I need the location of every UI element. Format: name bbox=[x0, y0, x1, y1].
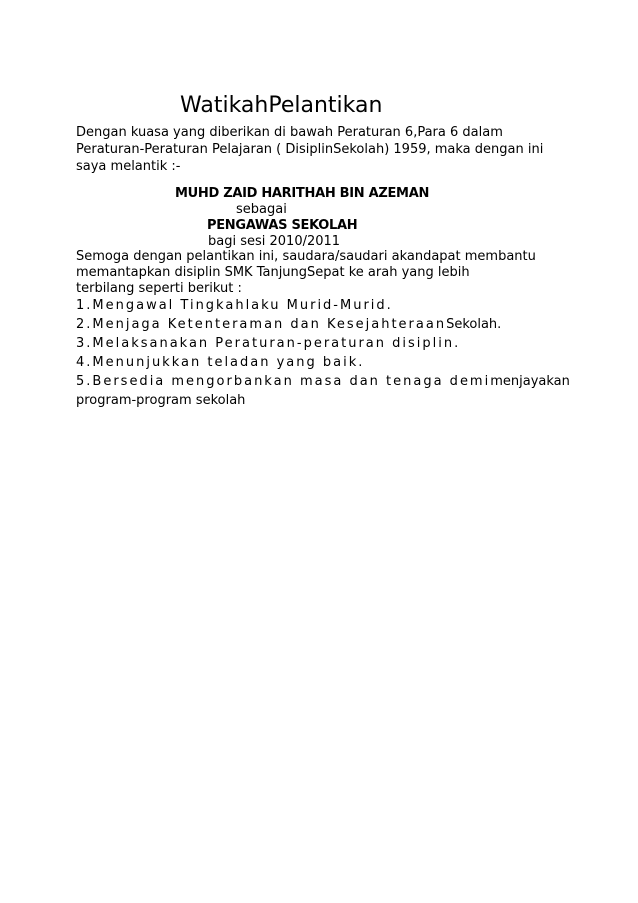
as-label: sebagai bbox=[236, 202, 287, 217]
duty-text: 2.Menjaga Ketenteraman dan Kesejahteraan bbox=[76, 317, 447, 332]
duty-text-plain: menjayakan bbox=[490, 374, 570, 389]
intro-line: Peraturan-Peraturan Pelajaran ( DisiplinSekolah) 1959, maka dengan ini bbox=[76, 142, 544, 157]
duty-text: 5.Bersedia mengorbankan masa dan tenaga demi bbox=[76, 374, 491, 389]
duty-text: 3.Melaksanakan Peraturan-peraturan disiplin. bbox=[76, 336, 461, 351]
duty-text-plain: Sekolah. bbox=[446, 317, 502, 332]
intro-paragraph bbox=[76, 124, 556, 175]
duty-text: 4.Menunjukkan teladan yang baik. bbox=[76, 355, 365, 370]
body-line: terbilang seperti berikut : bbox=[76, 281, 242, 296]
duty-item bbox=[76, 315, 570, 334]
intro-line: saya melantik :- bbox=[76, 159, 181, 174]
document-title: WatikahPelantikan bbox=[180, 93, 383, 118]
duty-item-continuation bbox=[76, 391, 570, 410]
session-text: bagi sesi 2010/2011 bbox=[208, 234, 341, 249]
body-line: memantapkan disiplin SMK TanjungSepat ke arah yang lebih bbox=[76, 265, 470, 280]
appointee-role: PENGAWAS SEKOLAH bbox=[207, 218, 358, 233]
duty-text-plain: program-program sekolah bbox=[76, 393, 246, 408]
duty-item bbox=[76, 372, 570, 391]
duty-item bbox=[76, 296, 570, 315]
intro-line: Dengan kuasa yang diberikan di bawah Peraturan 6,Para 6 dalam bbox=[76, 125, 503, 140]
duty-text: 1.Mengawal Tingkahlaku Murid-Murid. bbox=[76, 298, 393, 313]
duties-list bbox=[76, 296, 570, 410]
body-line: Semoga dengan pelantikan ini, saudara/saudari akandapat membantu bbox=[76, 249, 536, 264]
duty-item bbox=[76, 353, 570, 372]
duty-item bbox=[76, 334, 570, 353]
appointee-name: MUHD ZAID HARITHAH BIN AZEMAN bbox=[175, 186, 430, 201]
body-paragraph bbox=[76, 249, 536, 297]
